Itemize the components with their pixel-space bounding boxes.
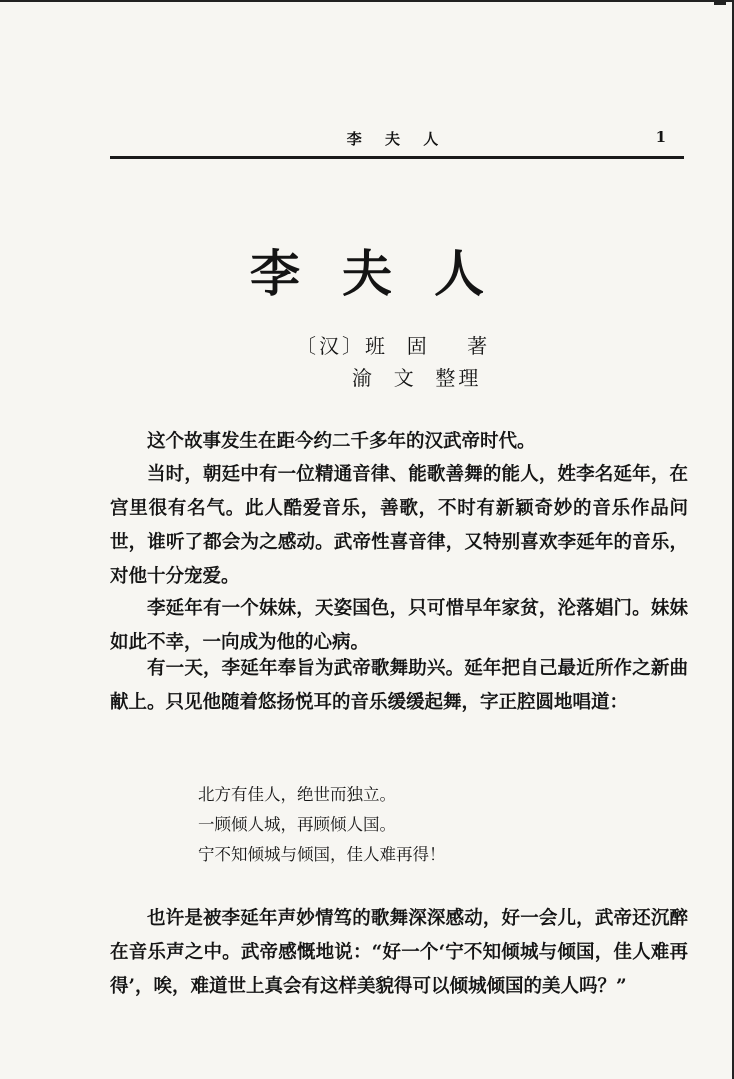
- editor-line: 渝 文 整理: [352, 366, 482, 390]
- page-title: 李夫人: [250, 245, 526, 303]
- corner-mark: [714, 2, 726, 5]
- running-title: 李 夫 人: [346, 130, 448, 148]
- author-line: 〔汉〕班 固 著: [296, 334, 491, 358]
- running-header: [110, 128, 684, 159]
- paragraph-1: 这个故事发生在距今约二千多年的汉武帝时代。: [147, 431, 536, 452]
- page-number: 1: [655, 128, 666, 146]
- closing-paragraph: 也许是被李延年声妙情笃的歌舞深深感动，好一会儿，武帝还沉醉在音乐声之中。武帝感慨地说：“好一个‘宁不知倾城与倾国，佳人难再得’，唉，难道世上真会有这样美貌得可以倾城倾国的美人吗？”: [110, 908, 688, 997]
- poem-line: 北方有佳人，绝世而独立。: [198, 785, 396, 804]
- poem-line: 宁不知倾城与倾国，佳人难再得！: [198, 845, 446, 864]
- paragraph-4: 有一天，李延年奉旨为武帝歌舞助兴。延年把自己最近所作之新曲献上。只见他随着悠扬悦耳的音乐缓缓起舞，字正腔圆地唱道：: [110, 658, 688, 713]
- page-top-border: [0, 0, 734, 2]
- poem-line: 一顾倾人城，再顾倾人国。: [198, 815, 396, 834]
- paragraph-2: 当时，朝廷中有一位精通音律、能歌善舞的能人，姓李名延年，在宫里很有名气。此人酷爱音乐，善歌，不时有新颖奇妙的音乐作品问世，谁听了都会为之感动。武帝性喜音律，又特别喜欢李延年的音乐，对他十分宠爱。: [110, 464, 688, 587]
- poem-block: [198, 780, 446, 870]
- paragraph-3: 李延年有一个妹妹，天姿国色，只可惜早年家贫，沦落娼门。妹妹如此不幸，一向成为他的心病。: [110, 598, 688, 653]
